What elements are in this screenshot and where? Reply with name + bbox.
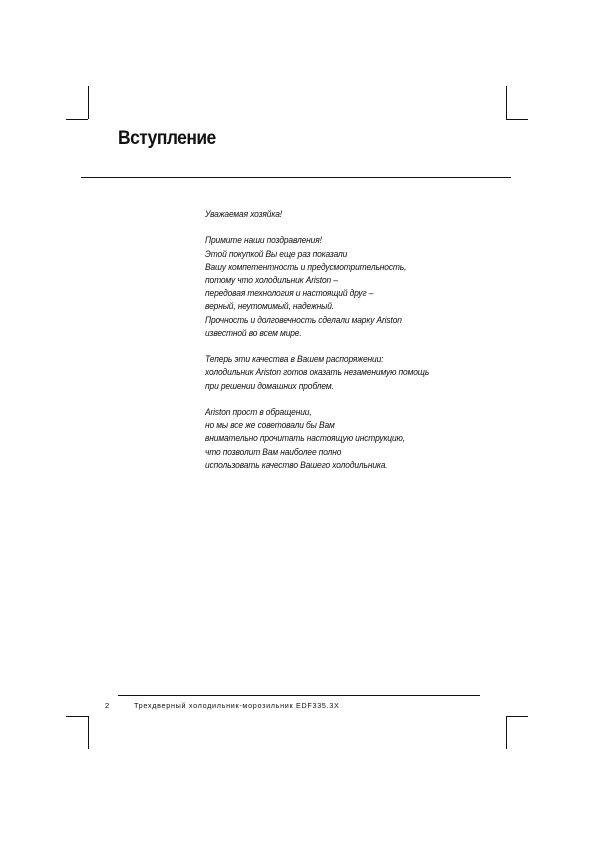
congratulations-paragraph (205, 233, 493, 339)
crop-mark-top-left-horizontal (66, 119, 88, 120)
crop-mark-top-right-horizontal (506, 119, 528, 120)
crop-mark-bottom-right-vertical (506, 716, 507, 749)
crop-mark-bottom-left-vertical (88, 716, 89, 749)
text-line: внимательно прочитать настоящую инструкцию, (205, 432, 405, 444)
text-line: Вашу компетентность и предусмотрительность, (205, 260, 407, 272)
text-line: но мы все же советовали бы Вам (205, 419, 335, 431)
text-line: верный, неутомимый, надежный. (205, 300, 334, 312)
title-divider (81, 177, 511, 178)
text-line: Прочность и долговечность сделали марку Ariston (205, 313, 402, 325)
text-line: передовая технология и настоящий друг – (205, 287, 374, 299)
page-title: Вступление (118, 128, 216, 149)
text-line: Уважаемая хозяйка! (205, 208, 282, 219)
text-line: известной во всем мире. (205, 326, 302, 338)
text-line: использовать качество Вашего холодильника. (205, 458, 388, 470)
footer-divider (118, 695, 480, 696)
instructions-paragraph (205, 405, 493, 471)
footer-product-name: Трехдверный холодильник-морозильник EDF335.3X (134, 701, 340, 710)
crop-mark-bottom-right-horizontal (506, 716, 528, 717)
intro-text (205, 207, 493, 484)
page-number: 2 (105, 701, 110, 710)
text-line: потому что холодильник Ariston – (205, 274, 338, 285)
text-line: Теперь эти качества в Вашем распоряжении: (205, 353, 384, 365)
crop-mark-top-right-vertical (506, 86, 507, 119)
text-line: Примите наши поздравления! (205, 234, 322, 246)
text-line: Этой покупкой Вы еще раз показали (205, 247, 348, 259)
crop-mark-bottom-left-horizontal (66, 716, 88, 717)
text-line: что позволит Вам наиболее полно (205, 445, 342, 457)
crop-mark-top-left-vertical (88, 86, 89, 119)
greeting-paragraph (205, 207, 493, 220)
qualities-paragraph (205, 352, 493, 392)
text-line: холодильник Ariston готов оказать незаменимую помощь (205, 366, 430, 378)
text-line: при решении домашних проблем. (205, 379, 334, 391)
text-line: Ariston прост в обращении, (205, 406, 312, 417)
